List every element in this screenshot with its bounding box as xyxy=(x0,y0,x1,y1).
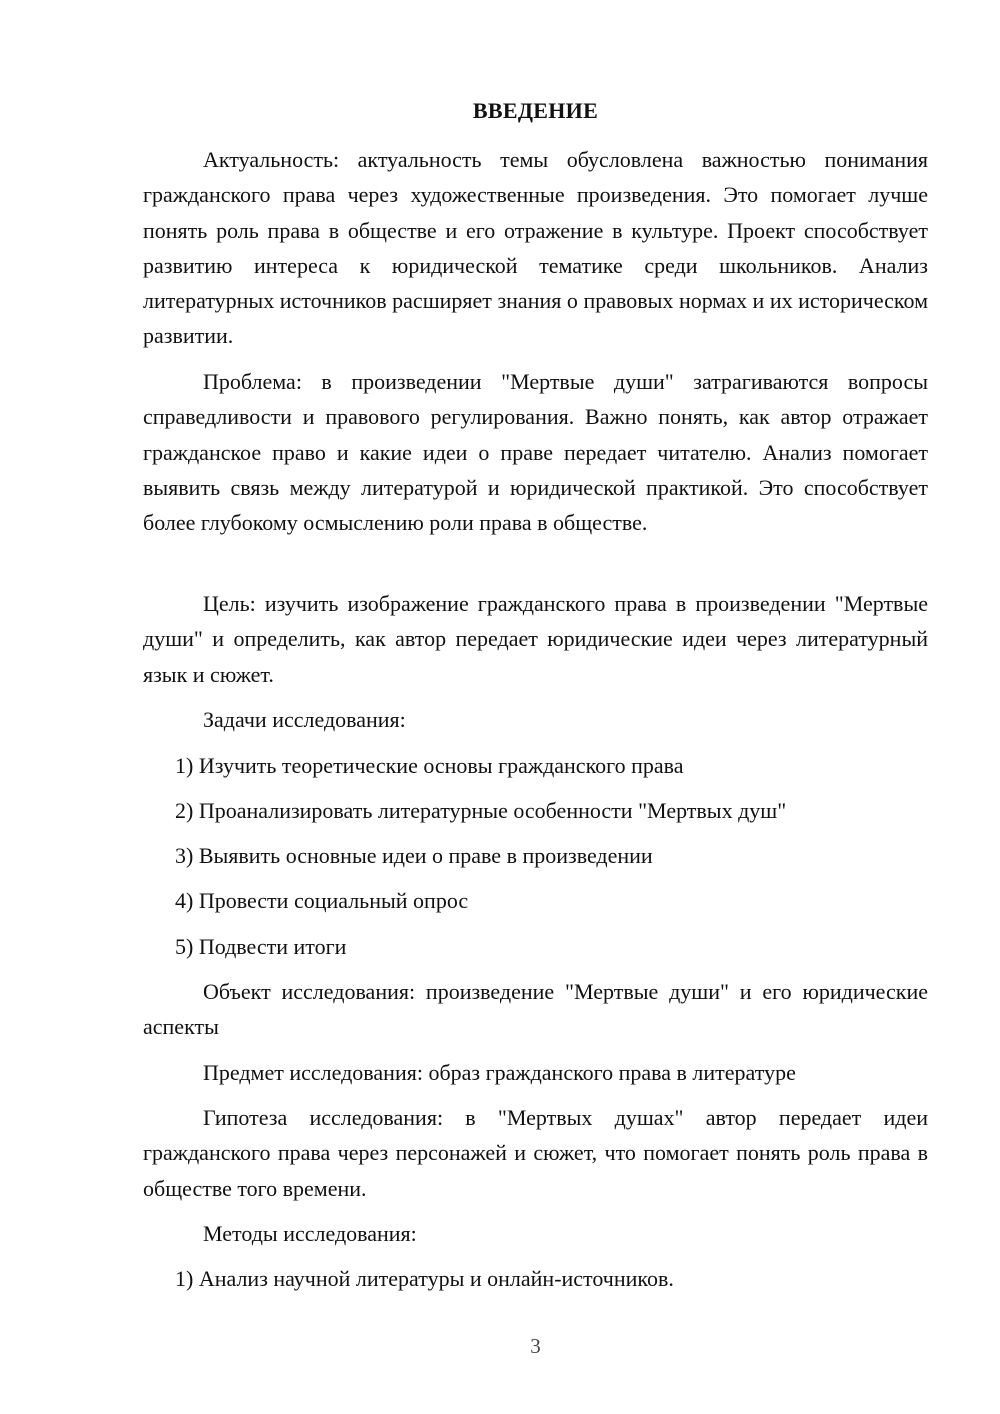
tasks-title-block xyxy=(143,702,928,737)
hypothesis-block xyxy=(143,1100,928,1206)
task-item-4-block xyxy=(143,883,928,918)
method-item: 1) Анализ научной литературы и онлайн-источников. xyxy=(175,1266,674,1291)
relevance-block xyxy=(143,142,928,354)
methods-title: Методы исследования: xyxy=(203,1221,417,1246)
task-item: 4) Провести социальный опрос xyxy=(175,888,469,913)
hypothesis-paragraph: Гипотеза исследования: в "Мертвых душах" автор передает идеи гражданского права через персонажей и сюжет, что помогает понять роль права в обществе того времени. xyxy=(143,1105,928,1201)
task-item-5-block xyxy=(143,929,928,964)
task-item: 3) Выявить основные идеи о праве в произведении xyxy=(175,843,653,868)
problem-block xyxy=(143,364,928,540)
method-item-1-block xyxy=(143,1261,928,1296)
object-block xyxy=(143,974,928,1045)
subject-block xyxy=(143,1055,928,1090)
problem-paragraph: Проблема: в произведении "Мертвые души" затрагиваются вопросы справедливости и правового регулирования. Важно понять, как автор отражает гражданское право и какие идеи о праве передает читателю. Анализ помогает выявить связь между литературой и юридической практикой. Это способствует более глубокому осмыслению роли права в обществе. xyxy=(143,369,928,536)
task-item: 1) Изучить теоретические основы гражданского права xyxy=(175,753,684,778)
page-number: 3 xyxy=(530,1334,541,1358)
tasks-title: Задачи исследования: xyxy=(203,707,406,732)
document-page xyxy=(143,0,928,1414)
relevance-paragraph: Актуальность: актуальность темы обусловлена важностью понимания гражданского права через художественные произведения. Это помогает лучше понять роль права в обществе и его отражение в культуре. Проект способствует развитию интереса к юридической тематике среди школьников. Анализ литературных источников расширяет знания о правовых нормах и их историческом развитии. xyxy=(143,147,928,349)
goal-paragraph: Цель: изучить изображение гражданского права в произведении "Мертвые души" и определить, как автор передает юридические идеи через литературный язык и сюжет. xyxy=(143,591,928,687)
task-item-3-block xyxy=(143,838,928,873)
task-item: 2) Проанализировать литературные особенности "Мертвых душ" xyxy=(175,798,787,823)
task-item-2-block xyxy=(143,793,928,828)
methods-title-block xyxy=(143,1216,928,1251)
goal-block xyxy=(143,586,928,692)
object-paragraph: Объект исследования: произведение "Мертвые души" и его юридические аспекты xyxy=(143,979,928,1040)
section-heading: ВВЕДЕНИЕ xyxy=(472,98,599,123)
task-item: 5) Подвести итоги xyxy=(175,934,347,959)
task-item-1-block xyxy=(143,748,928,783)
subject-paragraph: Предмет исследования: образ гражданского права в литературе xyxy=(203,1060,796,1085)
